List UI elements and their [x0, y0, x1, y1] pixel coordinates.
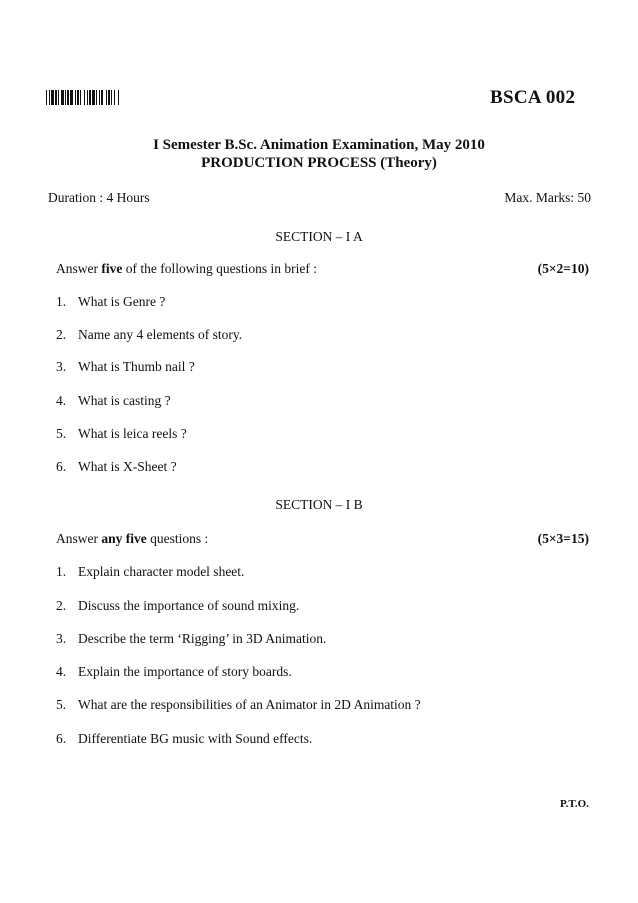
barcode [46, 90, 158, 105]
question-text: What are the responsibilities of an Animator in 2D Animation ? [78, 697, 421, 712]
question-number: 6. [56, 731, 67, 746]
section-heading: SECTION – I A [275, 229, 363, 244]
question-number: 2. [56, 598, 67, 613]
question-number: 4. [56, 664, 67, 679]
question-text: Explain character model sheet. [78, 564, 245, 579]
instruction-text: Answer [56, 531, 102, 546]
instruction-text: Answer [56, 261, 102, 276]
question-text: Explain the importance of story boards. [78, 664, 292, 679]
question [56, 294, 165, 310]
question-number: 6. [56, 459, 67, 474]
question [56, 327, 242, 343]
duration: Duration : 4 Hours [48, 190, 150, 205]
question-text: What is X-Sheet ? [78, 459, 177, 474]
section-marks: (5×3=15) [537, 531, 589, 546]
question-number: 1. [56, 564, 67, 579]
question-number: 3. [56, 631, 67, 646]
question-number: 2. [56, 327, 67, 342]
exam-title: I Semester B.Sc. Animation Examination, May 2010 [153, 137, 485, 153]
question [56, 359, 195, 375]
question-number: 3. [56, 359, 67, 374]
question-text: What is Thumb nail ? [78, 359, 195, 374]
instruction-text: of the following questions in brief : [122, 261, 317, 276]
question [56, 631, 326, 647]
paper-title: PRODUCTION PROCESS (Theory) [201, 155, 437, 171]
page-turn-note: P.T.O. [559, 798, 589, 810]
question [56, 564, 244, 580]
section-marks: (5×2=10) [537, 261, 589, 276]
question [56, 459, 177, 475]
paper-code: BSCA 002 [490, 87, 576, 108]
question [56, 393, 171, 409]
question [56, 598, 299, 614]
section-instruction [56, 261, 317, 277]
max-marks: Max. Marks: 50 [504, 190, 591, 205]
question [56, 697, 421, 713]
question-text: Describe the term ‘Rigging’ in 3D Animation. [78, 631, 327, 646]
question-text: What is leica reels ? [78, 426, 187, 441]
instruction-emphasis: any five [101, 531, 147, 546]
question-text: Discuss the importance of sound mixing. [78, 598, 300, 613]
question-number: 1. [56, 294, 67, 309]
section-instruction [56, 531, 208, 547]
question-number: 4. [56, 393, 67, 408]
question-number: 5. [56, 426, 67, 441]
question-text: What is Genre ? [78, 294, 166, 309]
question [56, 664, 292, 680]
question-text: What is casting ? [78, 393, 171, 408]
instruction-text: questions : [146, 531, 209, 546]
instruction-emphasis: five [101, 261, 123, 276]
question [56, 731, 312, 747]
question-text: Differentiate BG music with Sound effects. [78, 731, 313, 746]
section-heading: SECTION – I B [275, 497, 363, 512]
question-number: 5. [56, 697, 67, 712]
question-text: Name any 4 elements of story. [78, 327, 243, 342]
question [56, 426, 187, 442]
